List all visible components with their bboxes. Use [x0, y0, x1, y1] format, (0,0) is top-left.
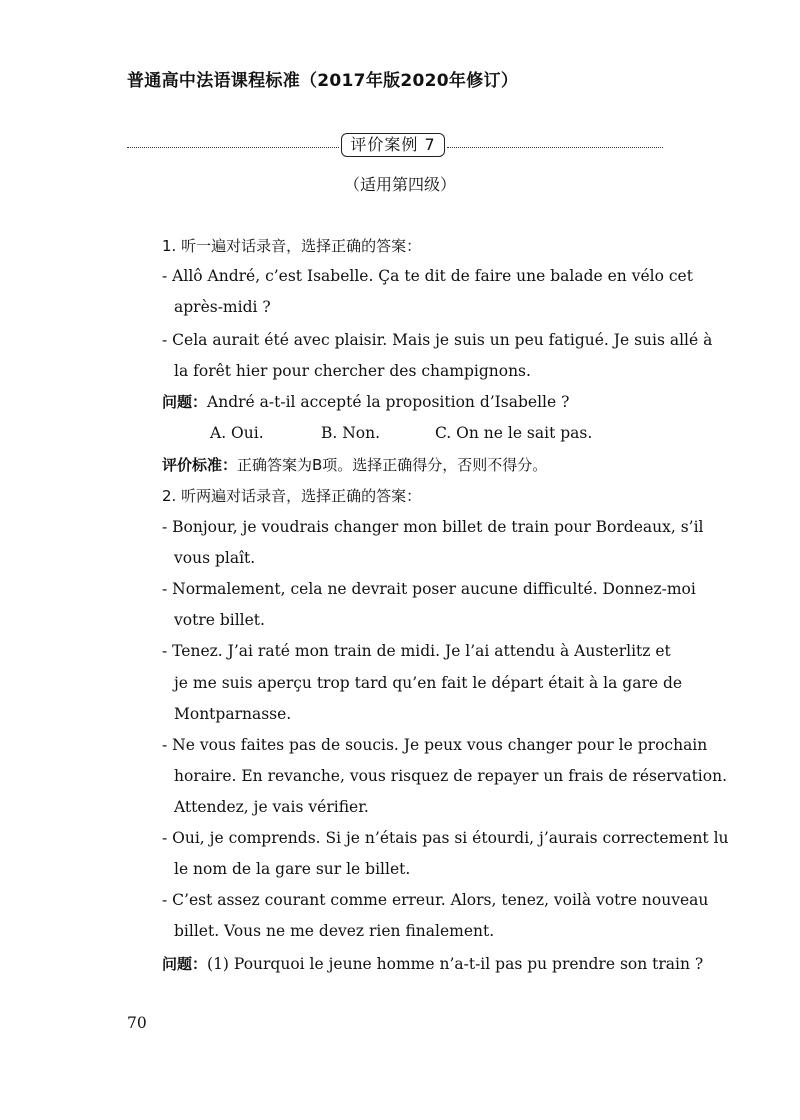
running-header: 普通高中法语课程标准（2017年版2020年修订）	[127, 71, 519, 91]
q2-dialog-line: je me suis aperçu trop tard qu’en fait le départ était à la gare de	[174, 674, 683, 692]
q1-criteria	[162, 455, 662, 475]
q2-dialog-line: - Ne vous faites pas de soucis. Je peux vous changer pour le prochain	[162, 736, 708, 754]
case-label: 评价案例 7	[341, 133, 445, 157]
q2-dialog-line: - Bonjour, je voudrais changer mon billet de train pour Bordeaux, s’il	[162, 518, 704, 536]
criteria-text: 正确答案为B项。选择正确得分，否则不得分。	[237, 456, 548, 474]
q2-dialog-line: vous plaît.	[174, 549, 256, 567]
question-text: André a-t-il accepté la proposition d’Isabelle ?	[207, 393, 570, 411]
q2-dialog-line: - Normalement, cela ne devrait poser aucune difficulté. Donnez-moi	[162, 580, 696, 598]
q1-dialog-line: la forêt hier pour chercher des champignons.	[174, 362, 531, 380]
q2-dialog-line: Attendez, je vais vérifier.	[174, 798, 369, 816]
q2-instruction: 2. 听两遍对话录音，选择正确的答案：	[162, 487, 422, 505]
question-text: (1) Pourquoi le jeune homme n’a-t-il pas pu prendre son train ?	[207, 955, 704, 973]
question-label: 问题：	[162, 393, 208, 411]
q1-instruction: 1. 听一遍对话录音，选择正确的答案：	[162, 237, 422, 255]
q2-dialog-line: Montparnasse.	[174, 705, 292, 723]
criteria-label: 评价标准：	[162, 456, 238, 474]
q2-question	[162, 954, 704, 974]
case-heading	[127, 133, 663, 159]
q2-dialog-line: le nom de la gare sur le billet.	[174, 860, 411, 878]
page-number: 70	[127, 1014, 147, 1032]
option-c: C. On ne le sait pas.	[435, 424, 593, 442]
dotted-rule-left	[127, 147, 339, 148]
option-b: B. Non.	[321, 424, 381, 442]
q1-dialog-line: - Cela aurait été avec plaisir. Mais je suis un peu fatigué. Je suis allé à	[162, 331, 713, 349]
q1-question	[162, 392, 662, 412]
q2-dialog-line: - Oui, je comprends. Si je n’étais pas si étourdi, j’aurais correctement lu	[162, 829, 729, 847]
q2-dialog-line: horaire. En revanche, vous risquez de repayer un frais de réservation.	[174, 767, 727, 785]
option-a: A. Oui.	[210, 424, 264, 442]
q2-dialog-line: - C’est assez courant comme erreur. Alors, tenez, voilà votre nouveau	[162, 891, 709, 909]
question-label: 问题：	[162, 955, 208, 973]
q2-dialog-line: billet. Vous ne me devez rien finalement.	[174, 922, 495, 940]
level-note: （适用第四级）	[343, 175, 456, 194]
q2-dialog-line: - Tenez. J’ai raté mon train de midi. Je l’ai attendu à Austerlitz et	[162, 642, 671, 660]
dotted-rule-right	[447, 147, 663, 148]
q2-dialog-line: votre billet.	[174, 611, 265, 629]
q1-dialog-line: - Allô André, c’est Isabelle. Ça te dit de faire une balade en vélo cet	[162, 267, 693, 285]
q1-dialog-line: après-midi ?	[174, 298, 271, 316]
